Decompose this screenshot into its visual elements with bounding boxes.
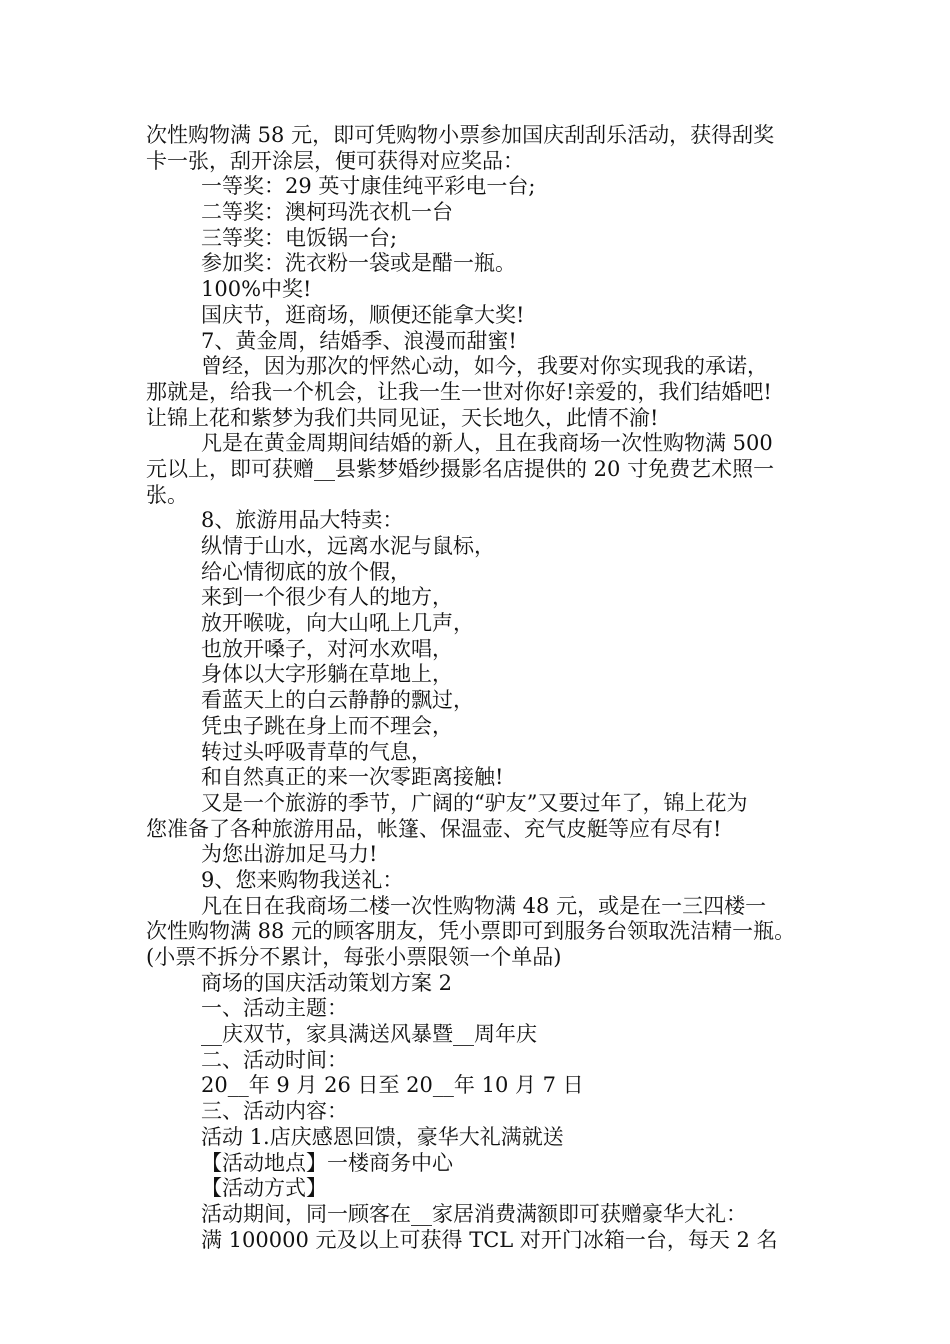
document-line: 看蓝天上的白云静静的飘过， (201, 688, 474, 713)
document-line: 国庆节，逛商场，顺便还能拿大奖! (201, 302, 525, 327)
document-line: 活动期间，同一顾客在__家居消费满额即可获赠豪华大礼： (201, 1201, 747, 1226)
document-line: 您准备了各种旅游用品，帐篷、保温壶、充气皮艇等应有尽有! (146, 816, 722, 841)
document-body (146, 123, 816, 1253)
document-line: 次性购物满 88 元的顾客朋友，凭小票即可到服务台领取洗洁精一瓶。 (146, 919, 796, 944)
document-line: 100%中奖! (201, 277, 312, 302)
document-line: 活动 1.店庆感恩回馈，豪华大礼满就送 (201, 1124, 564, 1149)
document-line: 凡是在黄金周期间结婚的新人，且在我商场一次性购物满 500 (201, 431, 773, 456)
document-line: 次性购物满 58 元，即可凭购物小票参加国庆刮刮乐活动，获得刮奖 (146, 123, 775, 147)
document-line: 20__年 9 月 26 日至 20__年 10 月 7 日 (201, 1073, 584, 1098)
document-line: 9、您来购物我送礼： (201, 867, 404, 892)
document-line: 那就是，给我一个机会，让我一生一世对你好!亲爱的，我们结婚吧! (146, 379, 772, 404)
document-line: 纵情于山水，远离水泥与鼠标， (201, 534, 495, 558)
document-line: 转过头呼吸青草的气息， (201, 739, 432, 764)
document-line: 让锦上花和紫梦为我们共同见证，天长地久，此情不渝! (146, 405, 659, 430)
document-line: 也放开嗓子，对河水欢唱， (201, 636, 453, 661)
document-line: __庆双节，家具满送风暴暨__周年庆 (201, 1022, 537, 1047)
document-line: 放开喉咙，向大山吼上几声， (201, 611, 474, 636)
document-line: 为您出游加足马力! (201, 842, 378, 867)
document-line: 一、活动主题： (201, 996, 348, 1021)
document-line: 商场的国庆活动策划方案 2 (201, 970, 453, 995)
document-line: 三、活动内容： (201, 1099, 348, 1124)
document-line: 7、黄金周，结婚季、浪漫而甜蜜! (201, 328, 517, 353)
document-line: 二等奖：澳柯玛洗衣机一台 (201, 200, 453, 225)
document-line: 张。 (146, 482, 188, 507)
document-line: 曾经，因为那次的怦然心动，如今，我要对你实现我的承诺， (201, 354, 768, 379)
document-line: 元以上，即可获赠__县紫梦婚纱摄影名店提供的 20 寸免费艺术照一 (146, 456, 775, 481)
document-line: 凡在日在我商场二楼一次性购物满 48 元，或是在一三四楼一 (201, 893, 767, 918)
document-line: (小票不拆分不累计，每张小票限领一个单品) (146, 945, 562, 969)
document-line: 身体以大字形躺在草地上， (201, 662, 453, 687)
document-line: 二、活动时间： (201, 1047, 348, 1072)
document-line: 又是一个旅游的季节，广阔的“驴友”又要过年了，锦上花为 (201, 790, 748, 815)
document-line: 三等奖：电饭锅一台; (201, 225, 398, 250)
document-line: 【活动地点】一楼商务中心 (201, 1150, 453, 1175)
document-line: 来到一个很少有人的地方， (201, 585, 453, 610)
document-line: 满 100000 元及以上可获得 TCL 对开门冰箱一台，每天 2 名 (201, 1227, 778, 1252)
document-line: 8、旅游用品大特卖： (201, 508, 404, 533)
document-line: 一等奖：29 英寸康佳纯平彩电一台; (201, 174, 536, 199)
document-line: 【活动方式】 (201, 1176, 327, 1201)
document-line: 给心情彻底的放个假， (201, 559, 411, 584)
document-line: 和自然真正的来一次零距离接触! (201, 765, 504, 790)
document-line: 凭虫子跳在身上而不理会， (201, 713, 453, 738)
document-line: 卡一张，刮开涂层，便可获得对应奖品： (146, 148, 524, 173)
document-line: 参加奖：洗衣粉一袋或是醋一瓶。 (201, 251, 516, 276)
